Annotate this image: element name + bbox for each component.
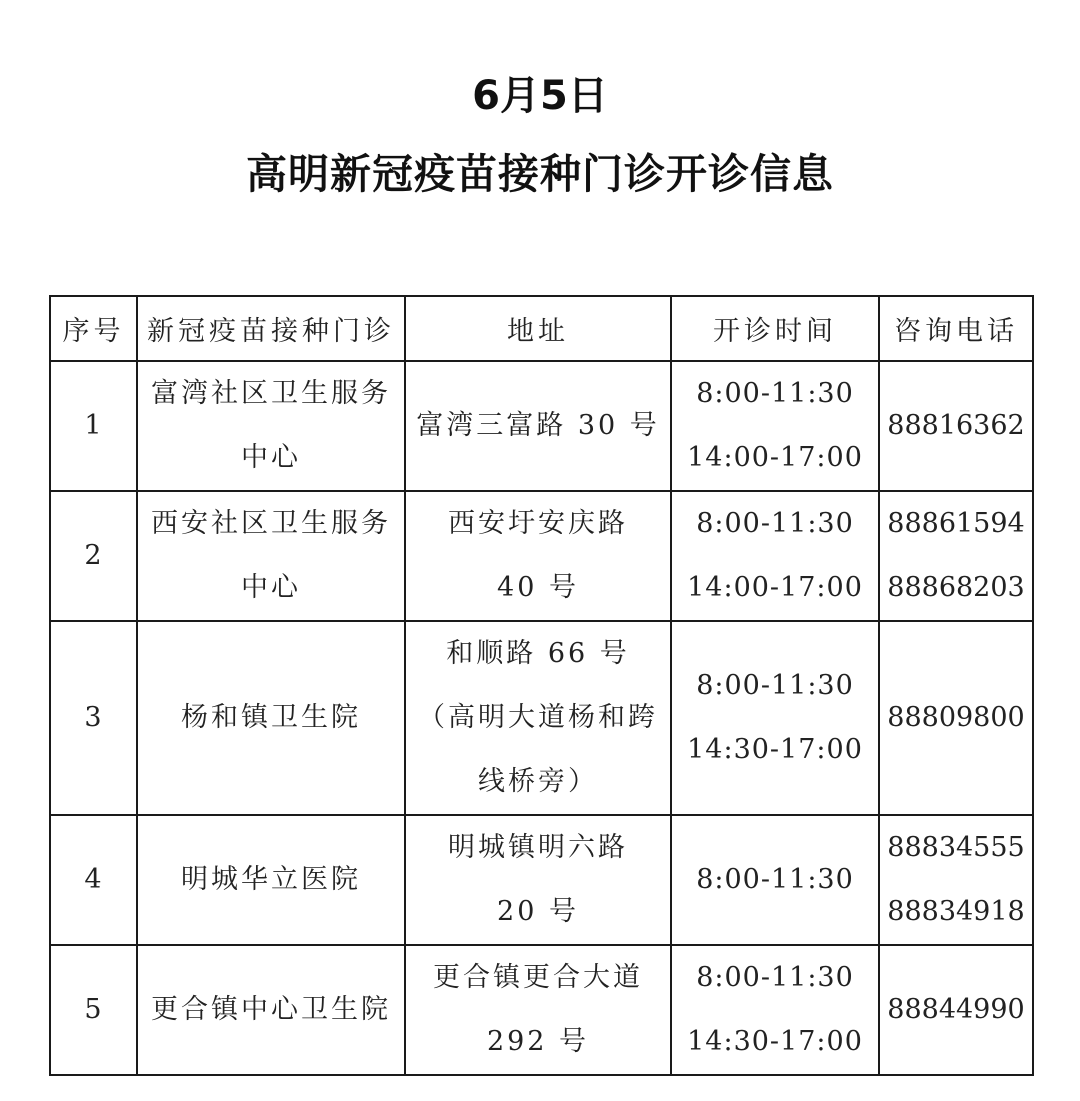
row-index: 1 <box>50 361 137 491</box>
page-date-title: 6月5日 <box>472 73 608 119</box>
address-line: 线桥旁） <box>478 766 598 797</box>
hours-line: 14:00-17:00 <box>687 442 863 473</box>
clinic-name-line: 杨和镇卫生院 <box>181 702 361 733</box>
clinic-phone <box>879 621 1033 815</box>
row-index: 3 <box>50 621 137 815</box>
clinic-name-line: 西安社区卫生服务 <box>151 508 391 539</box>
table-row <box>50 815 1033 945</box>
header-hours: 开诊时间 <box>671 296 879 361</box>
clinic-hours <box>671 815 879 945</box>
address-line: （高明大道杨和跨 <box>418 702 658 733</box>
row-index: 5 <box>50 945 137 1075</box>
address-line: 明城镇明六路 <box>448 832 628 863</box>
clinic-phone <box>879 491 1033 621</box>
clinic-name-line: 明城华立医院 <box>181 864 361 895</box>
clinic-address <box>405 815 671 945</box>
clinic-schedule-table <box>49 295 1034 1076</box>
hours-line: 14:00-17:00 <box>687 572 863 603</box>
hours-line: 14:30-17:00 <box>687 734 863 765</box>
clinic-name <box>137 621 405 815</box>
hours-line: 14:30-17:00 <box>687 1026 863 1057</box>
phone-number: 88861594 <box>887 508 1025 539</box>
header-address: 地址 <box>405 296 671 361</box>
address-line: 292 号 <box>486 1026 590 1057</box>
clinic-name-line: 中心 <box>241 442 301 473</box>
hours-line: 8:00-11:30 <box>696 864 854 895</box>
address-line: 更合镇更合大道 <box>433 962 643 993</box>
phone-number: 88868203 <box>887 572 1025 603</box>
clinic-name <box>137 361 405 491</box>
row-index: 4 <box>50 815 137 945</box>
clinic-hours <box>671 361 879 491</box>
page-title: 高明新冠疫苗接种门诊开诊信息 <box>246 150 834 198</box>
table-row <box>50 361 1033 491</box>
address-line: 40 号 <box>497 572 579 603</box>
clinic-name <box>137 815 405 945</box>
phone-number: 88834918 <box>887 896 1025 927</box>
phone-number: 88809800 <box>887 702 1025 733</box>
table-row <box>50 621 1033 815</box>
header-index: 序号 <box>50 296 137 361</box>
clinic-name-line: 更合镇中心卫生院 <box>151 994 391 1025</box>
clinic-hours <box>671 621 879 815</box>
table-row <box>50 945 1033 1075</box>
clinic-address <box>405 621 671 815</box>
table-row <box>50 491 1033 621</box>
clinic-address <box>405 491 671 621</box>
phone-number: 88844990 <box>887 994 1025 1025</box>
clinic-name-line: 富湾社区卫生服务 <box>151 378 391 409</box>
hours-line: 8:00-11:30 <box>696 962 854 993</box>
clinic-hours <box>671 491 879 621</box>
clinic-name <box>137 945 405 1075</box>
address-line: 富湾三富路 30 号 <box>416 410 660 441</box>
address-line: 20 号 <box>497 896 579 927</box>
clinic-name <box>137 491 405 621</box>
header-clinic: 新冠疫苗接种门诊 <box>137 296 405 361</box>
phone-number: 88834555 <box>887 832 1025 863</box>
clinic-phone <box>879 815 1033 945</box>
clinic-phone <box>879 361 1033 491</box>
phone-number: 88816362 <box>887 410 1025 441</box>
hours-line: 8:00-11:30 <box>696 670 854 701</box>
row-index: 2 <box>50 491 137 621</box>
clinic-hours <box>671 945 879 1075</box>
clinic-phone <box>879 945 1033 1075</box>
clinic-name-line: 中心 <box>241 572 301 603</box>
hours-line: 8:00-11:30 <box>696 508 854 539</box>
header-phone: 咨询电话 <box>879 296 1033 361</box>
table-header-row <box>50 296 1033 361</box>
clinic-address <box>405 945 671 1075</box>
clinic-address <box>405 361 671 491</box>
address-line: 西安圩安庆路 <box>448 508 628 539</box>
hours-line: 8:00-11:30 <box>696 378 854 409</box>
address-line: 和顺路 66 号 <box>446 638 630 669</box>
